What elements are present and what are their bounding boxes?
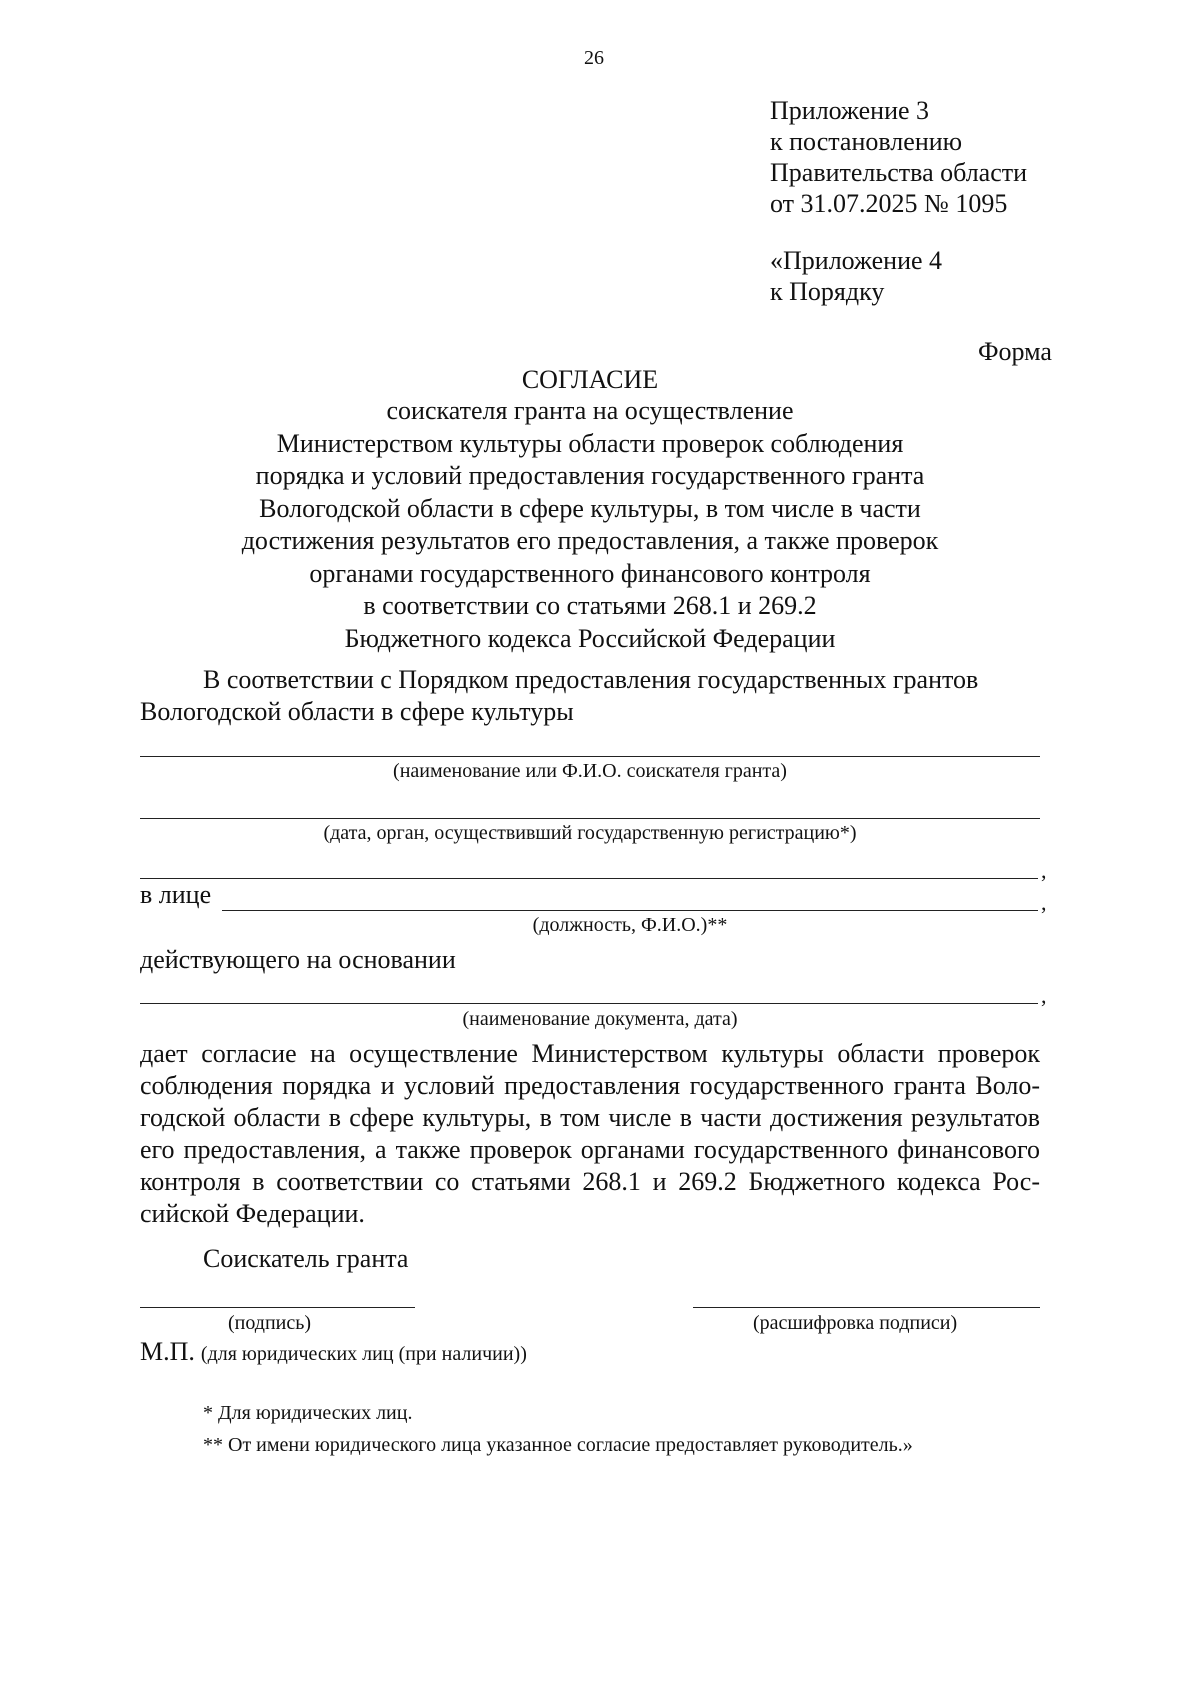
- appendix-line: Правительства области: [770, 158, 1028, 187]
- signature-caption: (подпись): [228, 1312, 312, 1334]
- decoding-caption: (расшифровка подписи): [753, 1312, 958, 1334]
- body-line: дает согласие на осуществление Министерством культуры области проверок: [140, 1039, 1040, 1068]
- subtitle-line: в соответствии со статьями 268.1 и 269.2: [363, 591, 817, 620]
- field-comma: ,: [1041, 858, 1047, 883]
- consent-paragraph: [140, 1038, 1040, 1230]
- applicant-name-field[interactable]: [140, 756, 1040, 757]
- form-label: Форма: [978, 337, 1052, 366]
- registration-continuation-field[interactable]: [140, 878, 1038, 879]
- subtitle-line: органами государственного финансового контроля: [309, 558, 871, 588]
- appendix-block: [770, 95, 1027, 219]
- position-caption: (должность, Ф.И.О.)**: [532, 914, 728, 936]
- footnote-2: ** От имени юридического лица указанное согласие предоставляет руководитель.»: [203, 1434, 913, 1456]
- body-line: соблюдения порядка и условий предоставления государственного гранта Воло-: [140, 1071, 1040, 1100]
- registration-field[interactable]: [140, 818, 1040, 819]
- intro-line-1: В соответствии с Порядком предоставления государственных грантов: [203, 665, 979, 694]
- annex-line: к Порядку: [770, 277, 885, 306]
- stamp-line: [140, 1337, 527, 1367]
- signature-decoding-field[interactable]: [693, 1307, 1040, 1308]
- acting-basis-label: действующего на основании: [140, 945, 456, 974]
- body-line: контроля в соответствии со статьями 268.1 и 269.2 Бюджетного кодекса Рос-: [140, 1167, 1040, 1196]
- subtitle-line: порядка и условий предоставления государственного гранта: [255, 461, 925, 490]
- document-caption: (наименование документа, дата): [462, 1008, 738, 1030]
- appendix-line: к постановлению: [770, 127, 963, 156]
- document-subtitle: [140, 395, 1040, 655]
- body-line: сийской Федерации.: [140, 1199, 365, 1228]
- subtitle-line: Вологодской области в сфере культуры, в том числе в части: [259, 493, 921, 523]
- applicant-name-caption: (наименование или Ф.И.О. соискателя гранта): [393, 760, 787, 782]
- subtitle-line: достижения результатов его предоставления, а также проверок: [241, 526, 939, 555]
- stamp-note: (для юридических лиц (при наличии)): [200, 1343, 527, 1365]
- intro-line-2: Вологодской области в сфере культуры: [140, 697, 574, 726]
- basis-document-field[interactable]: [140, 1003, 1038, 1004]
- registration-caption: (дата, орган, осуществивший государственную регистрацию*): [323, 822, 857, 844]
- footnote-1: * Для юридических лиц.: [203, 1402, 413, 1424]
- subtitle-line: соискателя гранта на осуществление: [386, 396, 794, 425]
- signature-field[interactable]: [140, 1307, 415, 1308]
- document-title: СОГЛАСИЕ: [521, 365, 659, 394]
- body-line: годской области в сфере культуры, в том числе в части достижения результатов: [140, 1103, 1040, 1132]
- field-comma: ,: [1041, 983, 1047, 1008]
- subtitle-line: Бюджетного кодекса Российской Федерации: [344, 623, 836, 653]
- annex-line: «Приложение 4: [770, 246, 943, 275]
- body-line: его предоставления, а также проверок органами государственного финансового: [140, 1135, 1040, 1164]
- in-person-label: в лице: [140, 880, 212, 909]
- appendix-line: от 31.07.2025 № 1095: [770, 189, 1008, 218]
- subtitle-line: Министерством культуры области проверок соблюдения: [276, 428, 904, 458]
- page-number: 26: [584, 47, 604, 69]
- appendix-line: Приложение 3: [770, 96, 930, 125]
- stamp-label: М.П.: [140, 1337, 195, 1366]
- field-comma: ,: [1041, 890, 1047, 915]
- position-name-field[interactable]: [222, 910, 1038, 911]
- applicant-label: Соискатель гранта: [203, 1244, 409, 1273]
- annex-block: [770, 245, 942, 307]
